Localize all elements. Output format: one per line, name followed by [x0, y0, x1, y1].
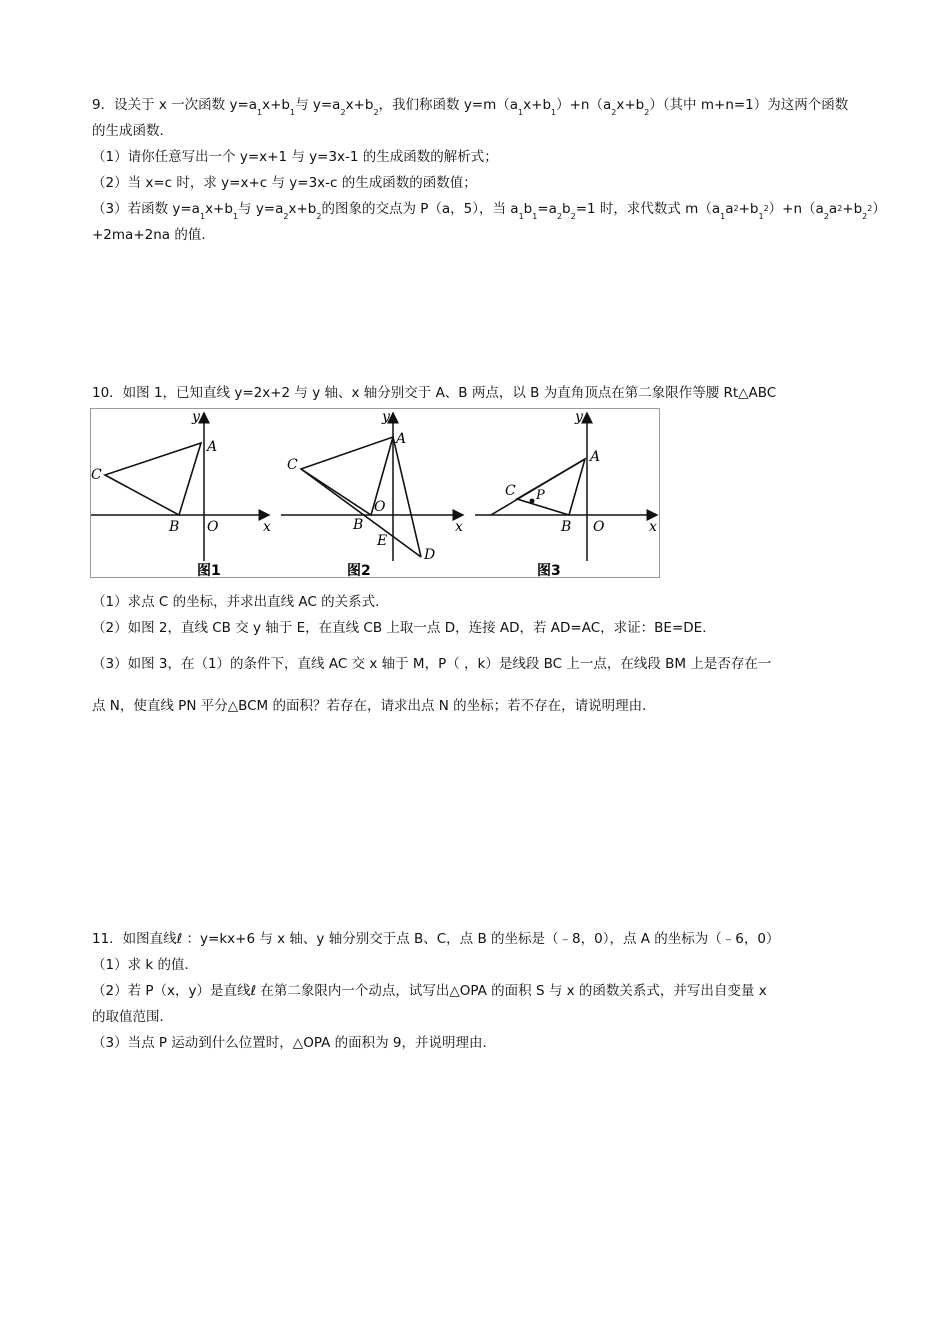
fig3-point-p — [530, 499, 535, 504]
fig2-label-o: O — [374, 499, 386, 515]
fig1-triangle-abc — [105, 443, 201, 515]
figure-1 — [91, 409, 271, 577]
fig2-label-b: B — [353, 517, 364, 533]
figure-2 — [281, 409, 463, 577]
q10-part-3a: （3）如图 3，在（1）的条件下，直线 AC 交 x 轴于 M，P（ ，k）是线段 BC 上一点，在线段 BM 上是否存在一 — [92, 656, 772, 672]
q9-part-3: （3）若函数 $y=a_1x+b_1$与 $y=a_2x+b_2$的图象的交点为 P（a，5），当 $a_1b_1=a_2b_2=1$ 时，求代数式 $m(a_1a2+b_12)+n(a_2a2+b_22)$ — [92, 201, 886, 221]
fig3-label-y: y — [575, 409, 583, 425]
q11-part-1: （1）求 k 的值． — [92, 957, 198, 973]
fig3-label-p: P — [536, 488, 545, 503]
fig3-label-a: A — [590, 449, 601, 465]
fig2-label-x: x — [455, 519, 463, 535]
fig1-label-o: O — [207, 519, 219, 535]
fig3-label-b: B — [561, 519, 572, 535]
fig1-label-c: C — [91, 467, 102, 483]
fig2-label-c: C — [287, 457, 298, 473]
fig1-label-x: x — [263, 519, 271, 535]
figure-3 — [475, 409, 657, 577]
fig2-label-a: A — [396, 431, 407, 447]
q10-part-1: （1）求点 C 的坐标，并求出直线 AC 的关系式． — [92, 594, 389, 610]
fig3-label-x: x — [649, 519, 657, 535]
fig1-caption: 图1 — [197, 563, 221, 577]
fig2-label-e: E — [377, 533, 388, 549]
fig3-caption: 图3 — [537, 563, 561, 577]
fig2-label-y: y — [382, 409, 390, 425]
fig3-label-o: O — [593, 519, 605, 535]
fig1-label-a: A — [207, 439, 218, 455]
q9-line-end: +2ma+2na 的值． — [92, 227, 215, 243]
q10-figures — [90, 408, 660, 578]
q9-line-1: 9．设关于 x 一次函数 $y=a_1x+b_1$与 $y=a_2x+b_2$，我们称函数 $y=m(a_1x+b_1)+n(a_2x+b_2)$（其中 m+n=1）为这两个函数 — [92, 97, 849, 117]
q9-line-2: 的生成函数． — [92, 123, 173, 139]
q11-part-3: （3）当点 P 运动到什么位置时，△OPA 的面积为 9，并说明理由． — [92, 1035, 497, 1051]
q11-stem: 11．如图直线ℓ ：y=kx+6 与 x 轴、y 轴分别交于点 B、C，点 B 的坐标是（﹣8，0），点 A 的坐标为（﹣6，0） — [92, 931, 780, 947]
q11-part-2b: 的取值范围． — [92, 1009, 173, 1025]
q10-part-2: （2）如图 2，直线 CB 交 y 轴于 E，在直线 CB 上取一点 D，连接 AD，若 AD=AC，求证：BE=DE． — [92, 620, 716, 636]
fig3-triangle-abc — [517, 459, 585, 515]
q10-figures-svg — [91, 409, 659, 577]
q10-stem: 10．如图 1，已知直线 y=2x+2 与 y 轴、x 轴分别交于 A、B 两点，以 B 为直角顶点在第二象限作等腰 Rt△ABC — [92, 385, 777, 401]
fig2-label-d: D — [424, 547, 436, 563]
q11-part-2a: （2）若 P（x，y）是直线ℓ 在第二象限内一个动点，试写出△OPA 的面积 S 与 x 的函数关系式，并写出自变量 x — [92, 983, 767, 999]
fig3-label-c: C — [505, 483, 516, 499]
q9-part-1: （1）请你任意写出一个 y=x+1 与 y=3x-1 的生成函数的解析式； — [92, 149, 498, 165]
q10-part-3b: 点 N，使直线 PN 平分△BCM 的面积？若存在，请求出点 N 的坐标；若不存在，请说明理由． — [92, 698, 656, 714]
q9-part-2: （2）当 x=c 时，求 y=x+c 与 y=3x-c 的生成函数的函数值； — [92, 175, 477, 191]
fig2-caption: 图2 — [347, 563, 371, 577]
fig1-label-y: y — [192, 409, 200, 425]
fig1-label-b: B — [169, 519, 180, 535]
